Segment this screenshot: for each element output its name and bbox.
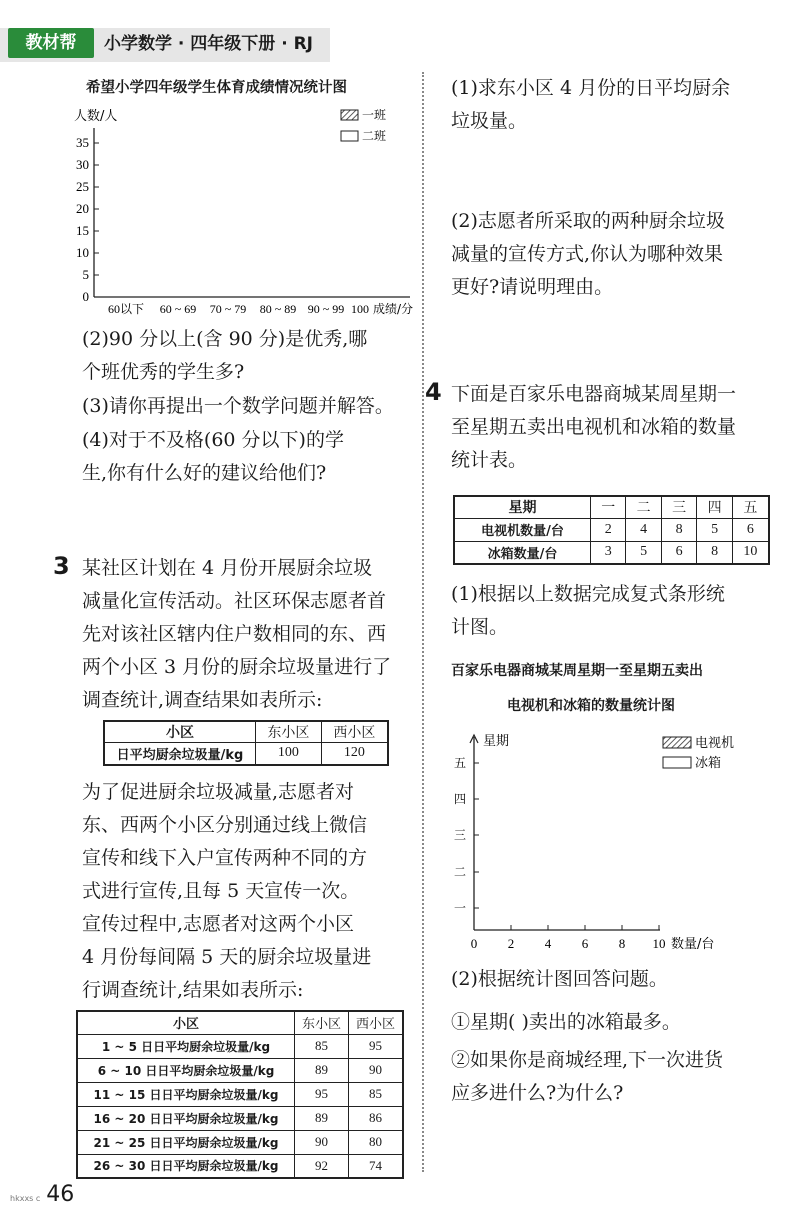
chart1-ylabel: 人数/人 bbox=[74, 109, 118, 124]
chart2-ytick: 一 bbox=[453, 901, 466, 915]
problem3-table1 bbox=[103, 720, 389, 766]
chart1-ytick: 15 bbox=[76, 223, 89, 238]
table-row: 21 ~ 25 日日平均厨余垃圾量/kg 90 80 bbox=[77, 1130, 403, 1154]
problem4-table bbox=[453, 495, 770, 565]
header-subtitle: 小学数学 · 四年级下册 · RJ bbox=[104, 34, 314, 54]
chart2-title-line2: 电视机和冰箱的数量统计图 bbox=[507, 698, 675, 714]
q3-text: (3)请你再提出一个数学问题并解答。 bbox=[82, 395, 394, 417]
problem3-body: 为了促进厨余垃圾减量,志愿者对 东、西两个小区分别通过线上微信 宣传和线下入户宣传两种不同的方 式进行宣传,且每 5 天宣传一次。 宣传过程中,志愿者对这两个小区 4 月份每间隔 5 天的厨余垃圾量进 行调查统计,结果如表所示: bbox=[82, 781, 372, 1001]
problem4-number: 4 bbox=[425, 378, 442, 406]
chart2-ytick: 五 bbox=[453, 756, 466, 770]
page-number: hkxxs c 46 bbox=[10, 1182, 75, 1207]
header-badge: 教材帮 bbox=[8, 28, 94, 58]
q4-text: (4)对于不及格(60 分以下)的学 生,你有什么好的建议给他们? bbox=[82, 429, 344, 484]
table-header: 西小区 bbox=[348, 1011, 403, 1034]
chart2-ytick: 三 bbox=[453, 828, 466, 842]
chart2-empty-horizontal-bar-chart bbox=[445, 725, 775, 960]
chart1-legend-swatch-class2 bbox=[341, 131, 358, 141]
problem3-intro: 某社区计划在 4 月份开展厨余垃圾 减量化宣传活动。社区环保志愿者首 先对该社区辖内住户数相同的东、西 两个小区 3 月份的厨余垃圾量进行了 调查统计,调查结果如表所示: bbox=[82, 557, 392, 711]
chart1-ytick: 10 bbox=[76, 245, 89, 260]
chart1-xtick: 60以下 bbox=[107, 302, 145, 316]
problem4-q1: (1)根据以上数据完成复式条形统 计图。 bbox=[451, 583, 725, 638]
chart2-xtick: 4 bbox=[544, 936, 552, 951]
column-divider bbox=[422, 72, 424, 1172]
chart1-ytick: 35 bbox=[76, 135, 89, 150]
table-row: 6 ~ 10 日日平均厨余垃圾量/kg 89 90 bbox=[77, 1058, 403, 1082]
chart2-title-line1: 百家乐电器商城某周星期一至星期五卖出 bbox=[451, 663, 703, 679]
chart1-title: 希望小学四年级学生体育成绩情况统计图 bbox=[86, 80, 347, 96]
table-header: 小区 bbox=[77, 1011, 295, 1034]
table-header: 一 bbox=[591, 496, 626, 518]
problem3-q2: (2)志愿者所采取的两种厨余垃圾 减量的宣传方式,你认为哪种效果 更好?请说明理由。 bbox=[451, 210, 725, 298]
page-small-text: hkxxs c bbox=[10, 1194, 41, 1203]
table-row: 电视机数量/台 2 4 8 5 6 bbox=[454, 518, 769, 541]
problem4-intro: 下面是百家乐电器商城某周星期一 至星期五卖出电视机和冰箱的数量 统计表。 bbox=[451, 383, 737, 471]
chart2-xtick: 2 bbox=[507, 936, 515, 951]
chart1-xtick: 80 ~ 89 bbox=[259, 302, 297, 316]
table-row: 26 ~ 30 日日平均厨余垃圾量/kg 92 74 bbox=[77, 1154, 403, 1178]
chart1-xtick: 60 ~ 69 bbox=[159, 302, 197, 316]
chart1-ytick: 5 bbox=[82, 267, 89, 282]
problem3-number: 3 bbox=[53, 552, 70, 580]
chart2-xtick: 10 bbox=[652, 936, 666, 951]
table-header: 东小区 bbox=[295, 1011, 349, 1034]
table-cell: 120 bbox=[321, 743, 388, 765]
chart1-ytick: 25 bbox=[76, 179, 89, 194]
chart1-empty-bar-chart bbox=[60, 100, 420, 325]
table-header: 东小区 bbox=[256, 721, 322, 743]
chart1-legend-class2: 二班 bbox=[362, 129, 387, 143]
table-row-label: 日平均厨余垃圾量/kg bbox=[104, 743, 256, 765]
table-header: 西小区 bbox=[321, 721, 388, 743]
q2-text: (2)90 分以上(含 90 分)是优秀,哪 个班优秀的学生多? bbox=[82, 328, 368, 383]
problem3-table2 bbox=[76, 1010, 404, 1179]
chart1-ytick: 30 bbox=[76, 157, 89, 172]
problem4-q2: (2)根据统计图回答问题。 bbox=[451, 968, 668, 990]
problem4-q2b: ②如果你是商城经理,下一次进货 应多进什么?为什么? bbox=[451, 1049, 724, 1104]
chart1-legend-swatch-class1 bbox=[341, 110, 358, 120]
table-header: 小区 bbox=[104, 721, 256, 743]
chart1-xtick: 100 bbox=[351, 302, 369, 316]
chart2-legend-tv: 电视机 bbox=[695, 736, 735, 751]
chart1-legend-class1: 一班 bbox=[362, 108, 387, 122]
chart1-ytick: 0 bbox=[82, 289, 89, 304]
chart2-ytick: 二 bbox=[453, 865, 466, 879]
table-row: 16 ~ 20 日日平均厨余垃圾量/kg 89 86 bbox=[77, 1106, 403, 1130]
chart2-xtick: 6 bbox=[581, 936, 589, 951]
chart2-xtick: 8 bbox=[618, 936, 626, 951]
chart1-ytick: 20 bbox=[76, 201, 89, 216]
chart2-ylabel: 星期 bbox=[483, 734, 510, 749]
table-row: 1 ~ 5 日日平均厨余垃圾量/kg 85 95 bbox=[77, 1034, 403, 1058]
problem3-q1: (1)求东小区 4 月份的日平均厨余 垃圾量。 bbox=[451, 77, 731, 132]
table-header: 二 bbox=[626, 496, 661, 518]
table-header: 五 bbox=[732, 496, 769, 518]
table-header: 星期 bbox=[454, 496, 591, 518]
table-header: 三 bbox=[661, 496, 696, 518]
chart1-xtick: 70 ~ 79 bbox=[209, 302, 247, 316]
chart1-xtick: 90 ~ 99 bbox=[307, 302, 345, 316]
chart2-xlabel: 数量/台 bbox=[671, 937, 715, 952]
table-cell: 100 bbox=[256, 743, 322, 765]
chart2-legend-swatch-tv bbox=[663, 737, 691, 748]
table-row: 冰箱数量/台 3 5 6 8 10 bbox=[454, 541, 769, 564]
chart2-legend-fridge: 冰箱 bbox=[695, 756, 722, 771]
chart2-legend-swatch-fridge bbox=[663, 757, 691, 768]
table-header: 四 bbox=[697, 496, 732, 518]
problem4-q2a: ①星期( )卖出的冰箱最多。 bbox=[451, 1011, 681, 1033]
chart2-ytick: 四 bbox=[453, 792, 466, 806]
table-row: 11 ~ 15 日日平均厨余垃圾量/kg 95 85 bbox=[77, 1082, 403, 1106]
chart1-xlabel: 成绩/分 bbox=[373, 302, 414, 316]
chart2-xtick: 0 bbox=[470, 936, 478, 951]
